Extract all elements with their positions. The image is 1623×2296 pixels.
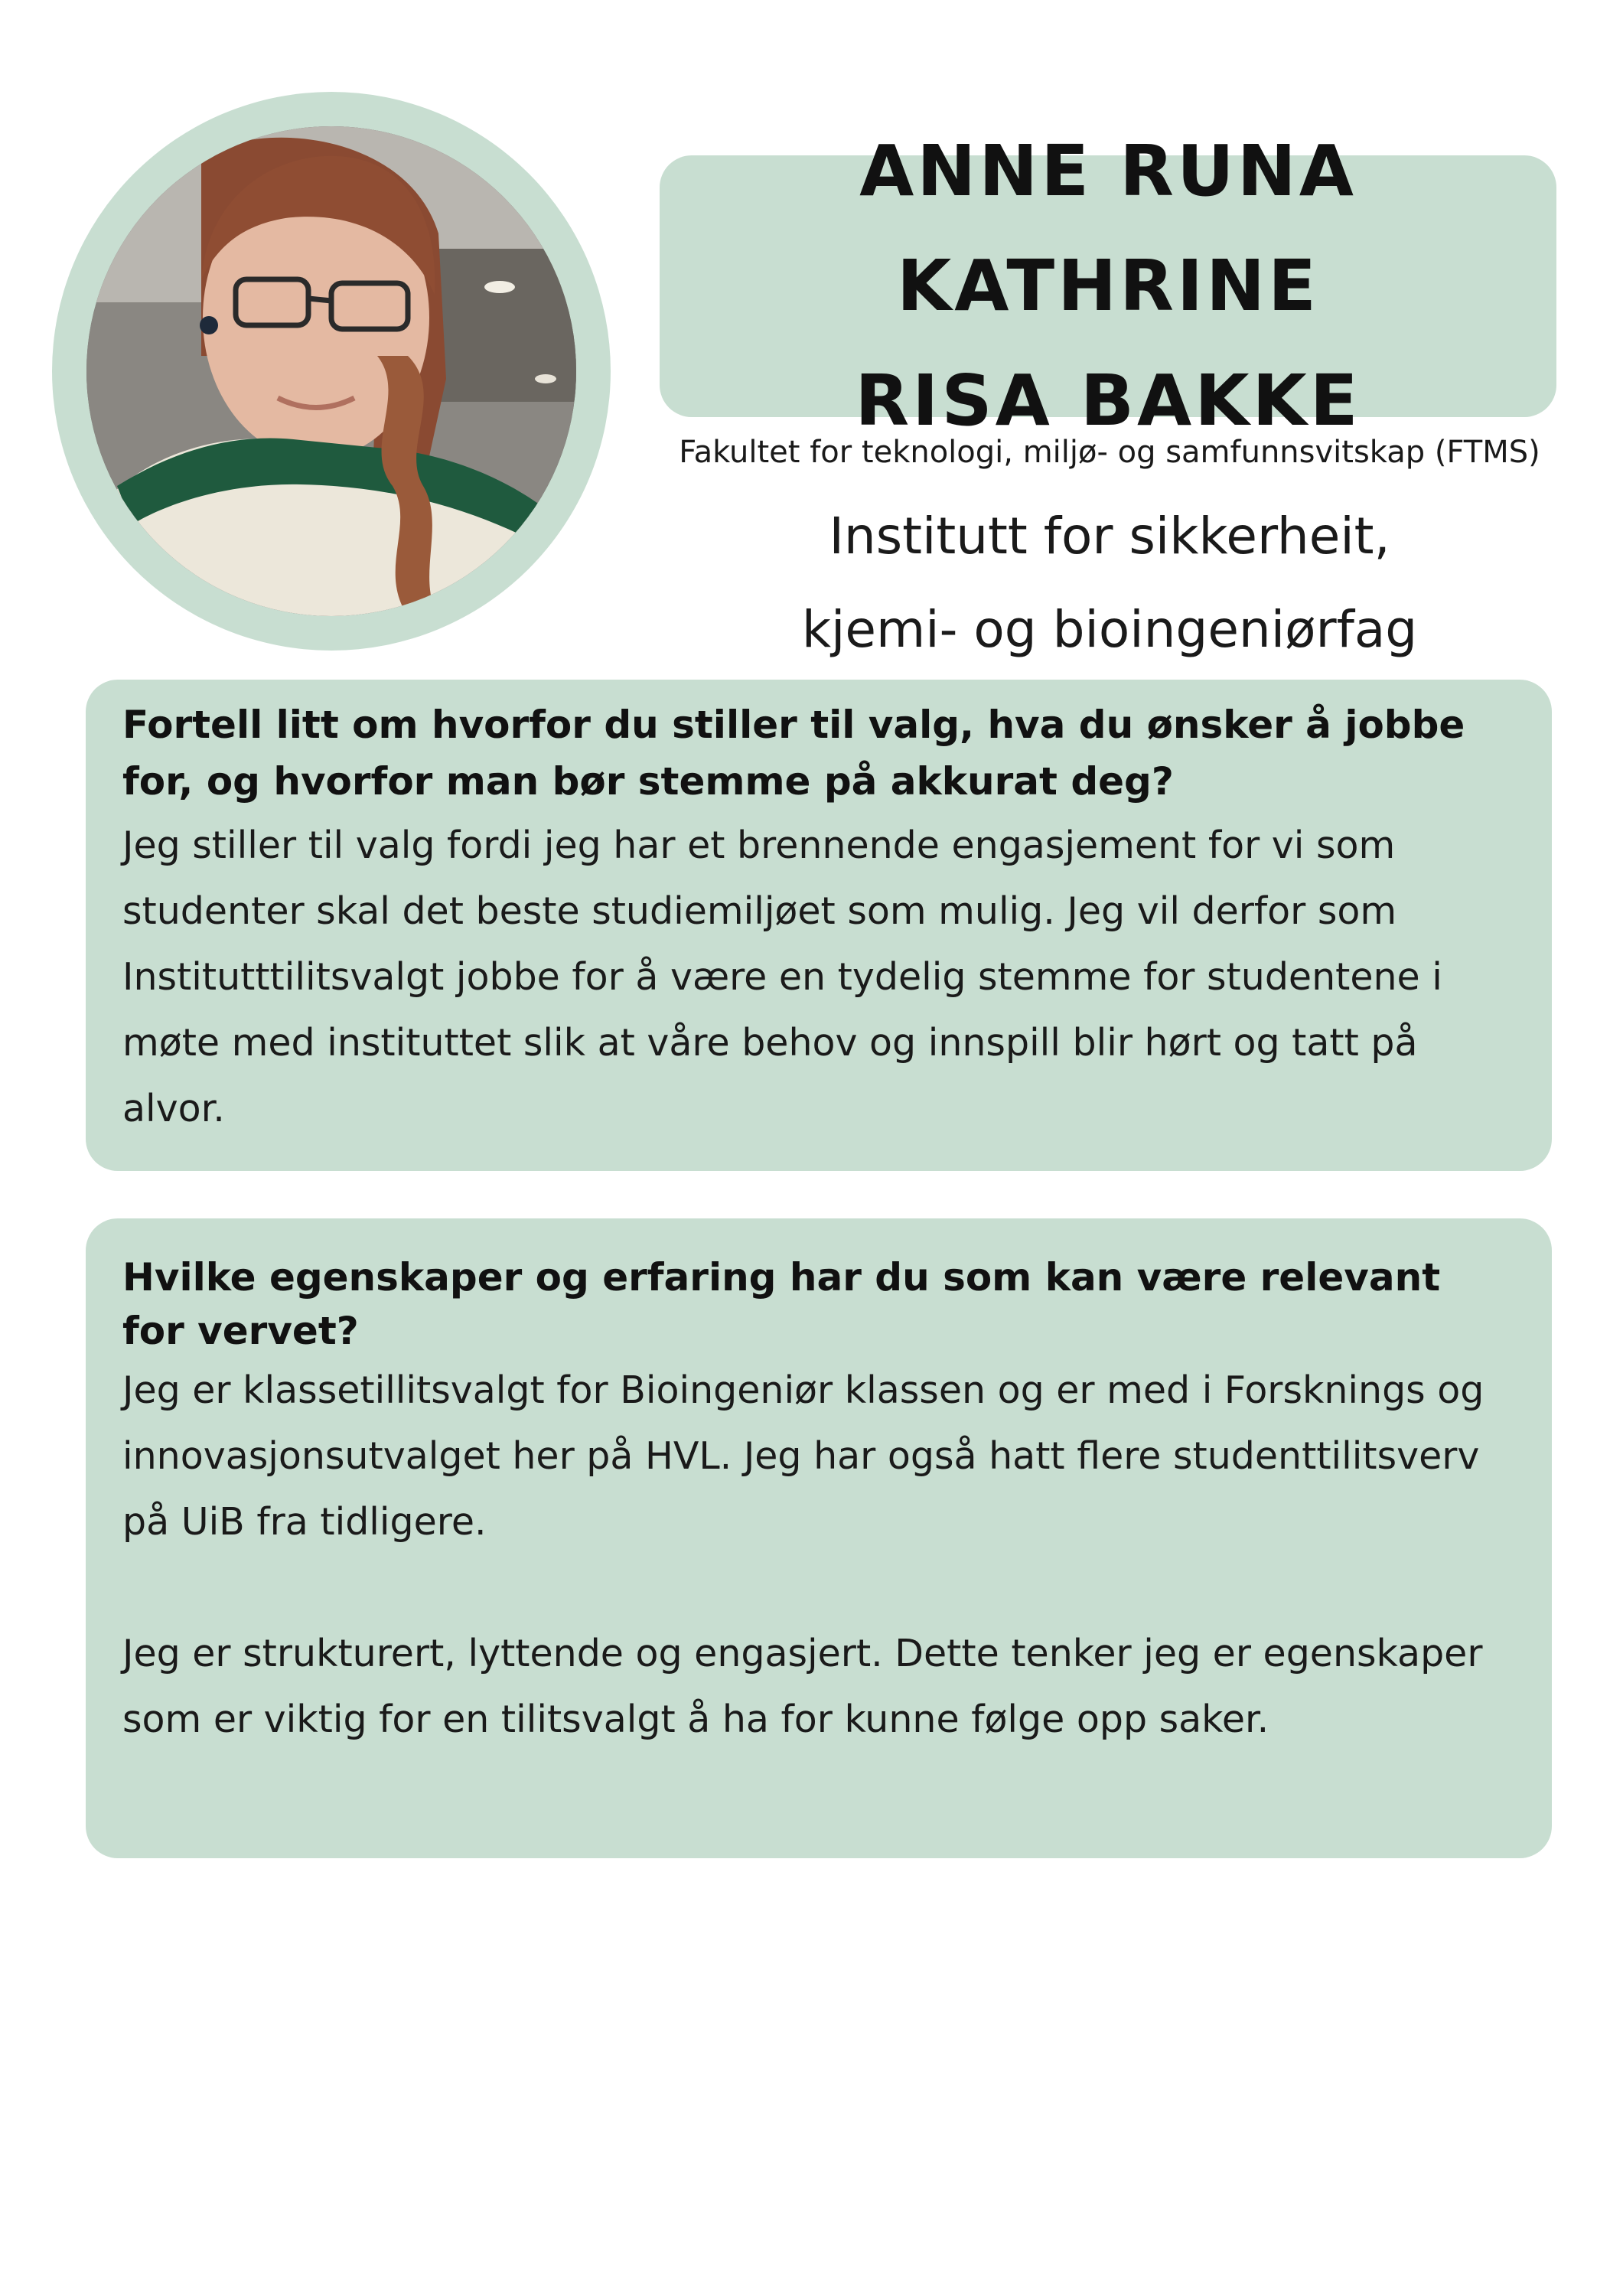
name-box: [660, 130, 1556, 442]
candidate-name-line-2: RISA BAKKE: [855, 360, 1361, 442]
institute-line-2: kjemi- og bioingeniørfag: [801, 600, 1418, 659]
motivation-card: [86, 680, 1552, 1171]
experience-answer-2: Jeg er strukturert, lyttende og engasjert. Dette tenker jeg er egenskaper som er viktig for en tilitsvalgt å ha for kunne følge opp saker.: [122, 1632, 1483, 1741]
experience-answer-1: Jeg er klassetillitsvalgt for Bioingeniør klassen og er med i Forsknings og innovasjonsutvalget her på HVL. Jeg har også hatt flere studenttilitsverv på UiB fra tidligere.: [122, 1368, 1484, 1544]
motivation-question: Fortell litt om hvorfor du stiller til valg, hva du ønsker å jobbe for, og hvorfor man bør stemme på akkurat deg?: [122, 703, 1465, 804]
institute-name: [673, 490, 1546, 677]
candidate-name-line-1: ANNE RUNA KATHRINE: [859, 130, 1357, 327]
profile-photo: [86, 126, 576, 616]
experience-card: [86, 1218, 1552, 1858]
faculty-name: Fakultet for teknologi, miljø- og samfunnsvitskap (FTMS): [679, 435, 1540, 470]
motivation-answer: Jeg stiller til valg fordi jeg har et brennende engasjement for vi som studenter skal det beste studiemiljøet som mulig. Jeg vil derfor som Institutttilitsvalgt jobbe for å være en tydelig stemme for studentene i møte med instituttet slik at våre behov og innspill blir hørt og tatt på alvor.: [122, 823, 1442, 1130]
experience-question: Hvilke egenskaper og erfaring har du som kan være relevant for vervet?: [122, 1255, 1441, 1353]
institute-line-1: Institutt for sikkerheit,: [829, 507, 1390, 566]
